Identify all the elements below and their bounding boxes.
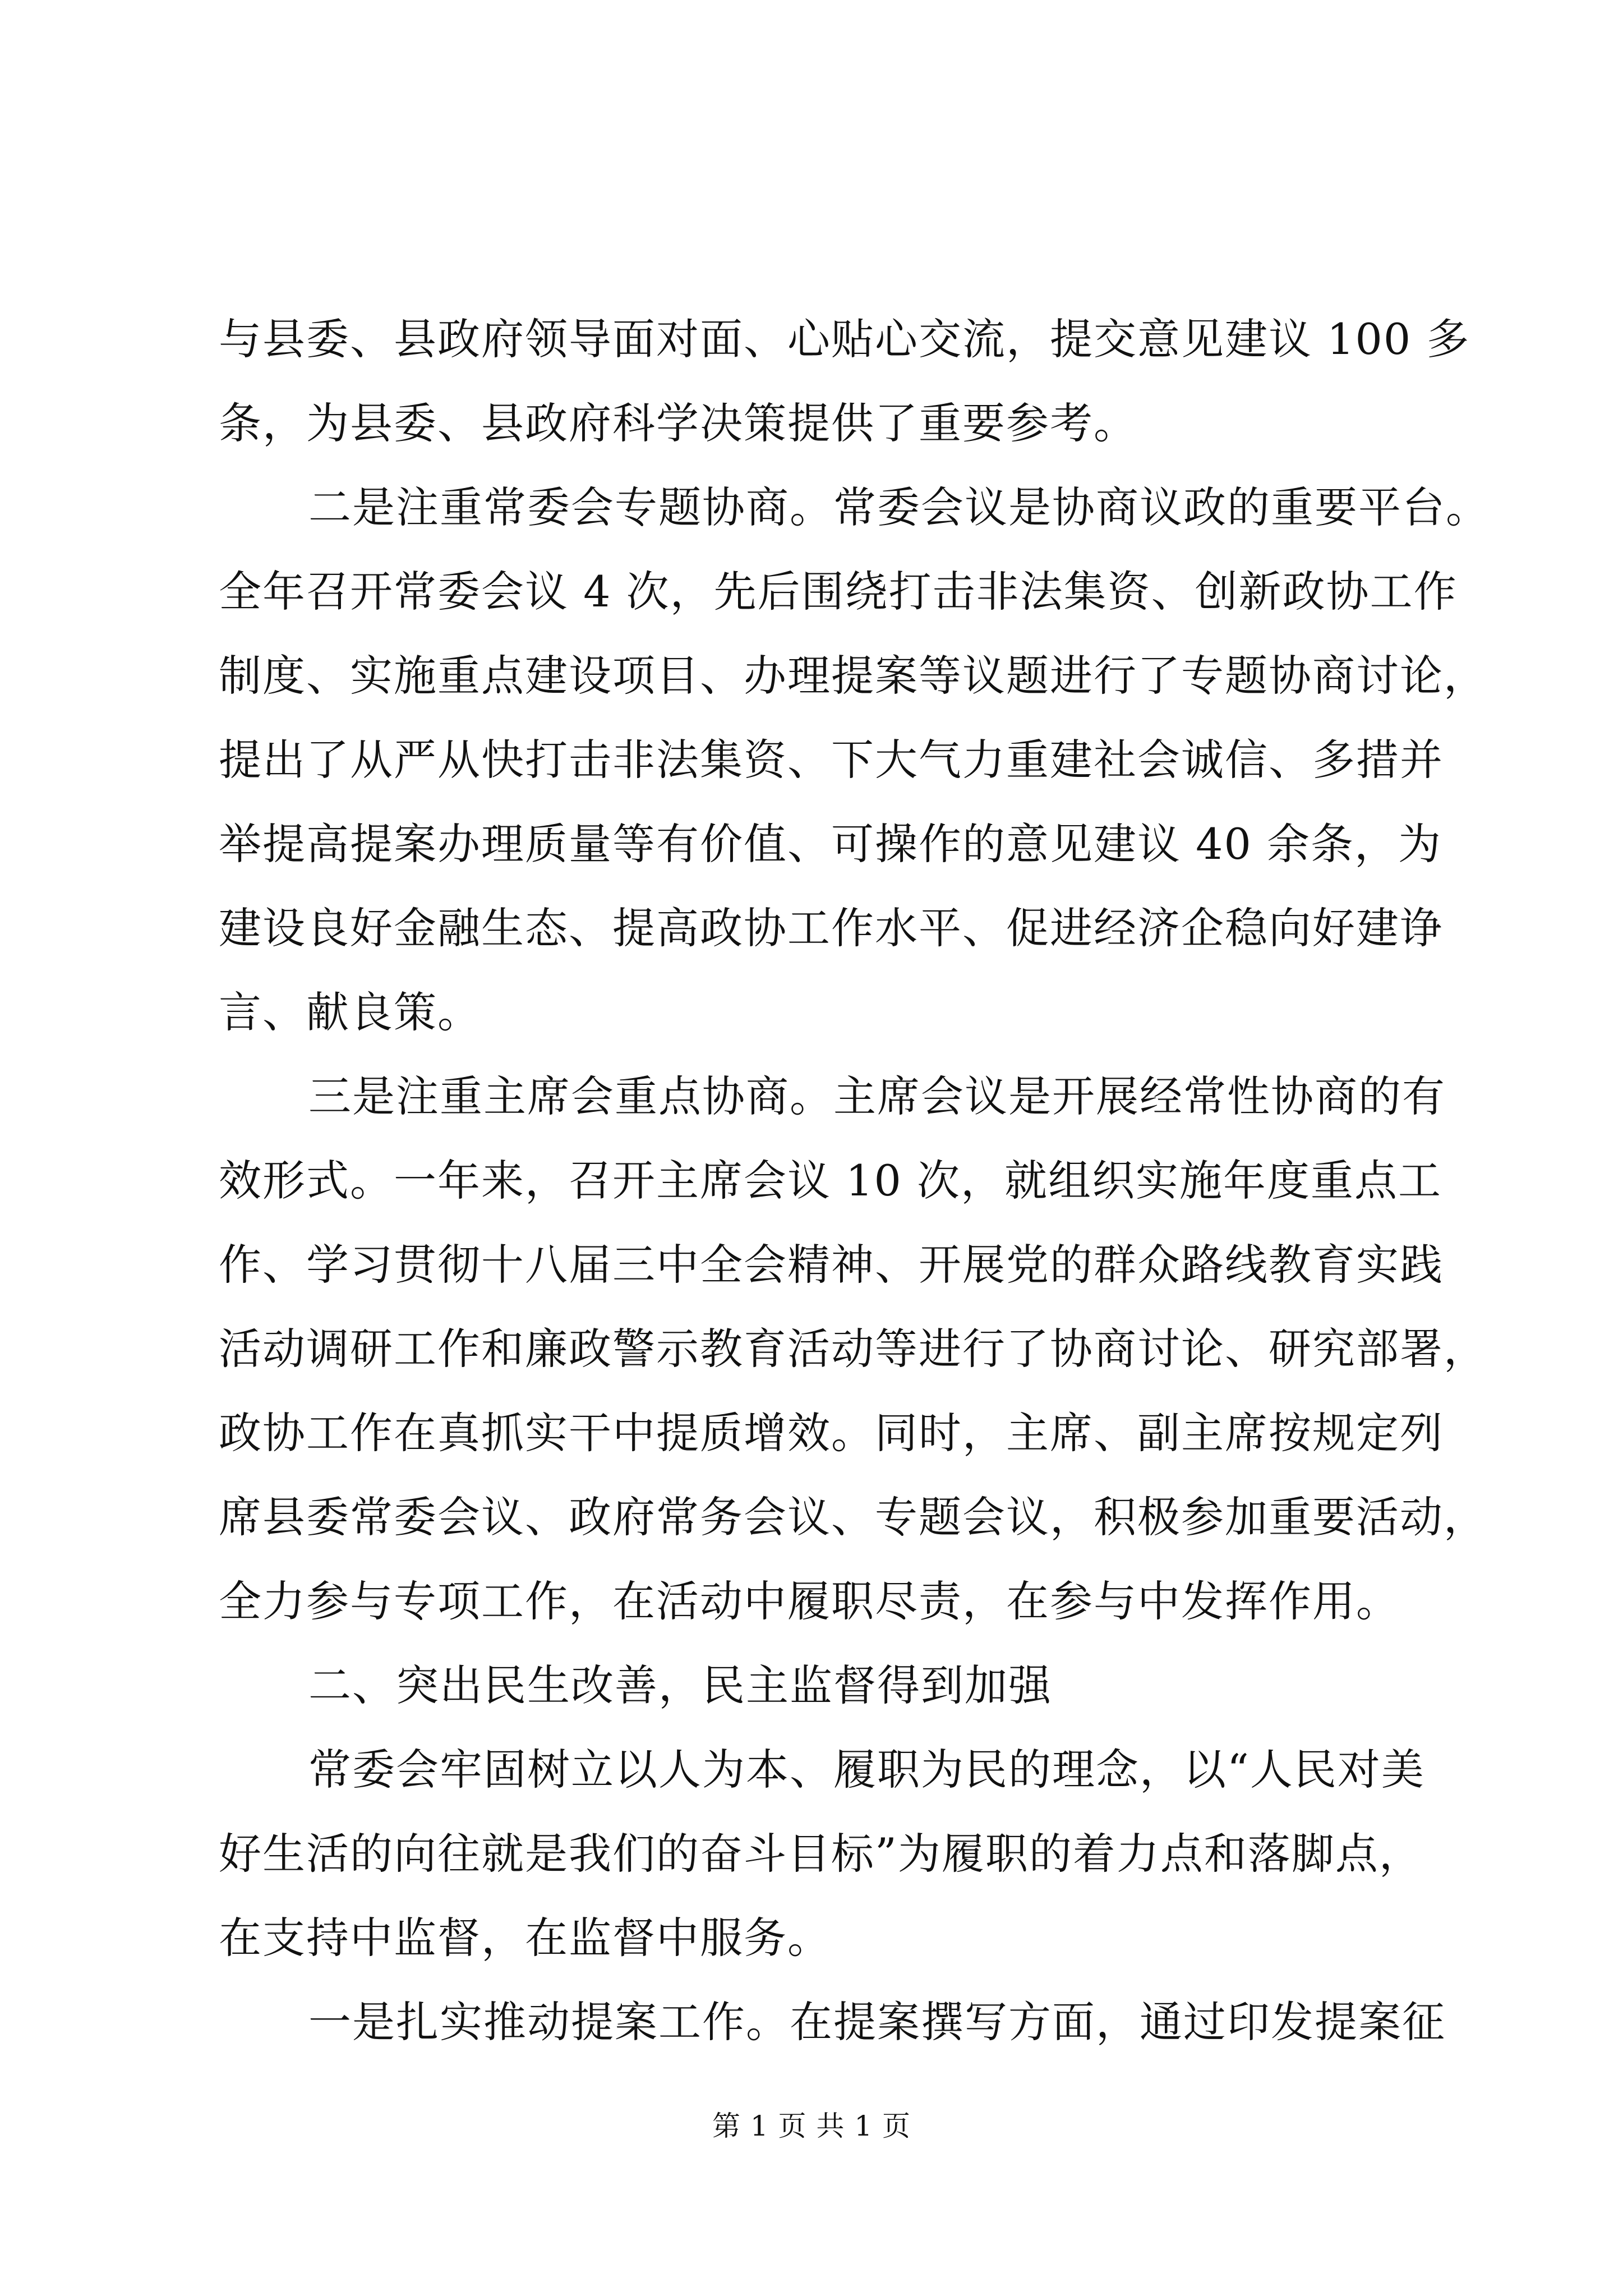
body-line-12: 作、学习贯彻十八届三中全会精神、开展党的群众路线教育实践 — [219, 1240, 1444, 1290]
paragraph-start-line: 三是注重主席会重点协商。主席会议是开展经常性协商的有 — [308, 1071, 1446, 1121]
body-line-7: 举提高提案办理质量等有价值、可操作的意见建议 40 余条，为 — [219, 819, 1442, 869]
body-line-19: 好生活的向往就是我们的奋斗目标”为履职的着力点和落脚点， — [219, 1829, 1423, 1879]
body-line-20: 在支持中监督，在监督中服务。 — [219, 1913, 831, 1963]
section-heading: 二、突出民生改善，民主监督得到加强 — [308, 1660, 1052, 1710]
body-line-13: 活动调研工作和廉政警示教育活动等进行了协商讨论、研究部署， — [219, 1324, 1487, 1374]
paragraph-start-line: 常委会牢固树立以人为本、履职为民的理念，以“人民对美 — [308, 1745, 1425, 1795]
paragraph-start-line: 一是扎实推动提案工作。在提案撰写方面，通过印发提案征 — [308, 1997, 1446, 2047]
body-line-2: 条，为县委、县政府科学决策提供了重要参考。 — [219, 398, 1137, 448]
body-line-8: 建设良好金融生态、提高政协工作水平、促进经济企稳向好建诤 — [219, 903, 1444, 953]
body-line-14: 政协工作在真抓实干中提质增效。同时，主席、副主席按规定列 — [219, 1408, 1444, 1458]
page-footer — [0, 2106, 1623, 2146]
body-line-9: 言、献良策。 — [219, 987, 481, 1037]
page-number-label: 第 1 页 共 1 页 — [712, 2110, 911, 2142]
body-line-6: 提出了从严从快打击非法集资、下大气力重建社会诚信、多措并 — [219, 735, 1444, 785]
document-body — [219, 297, 1490, 2064]
body-line-4: 全年召开常委会议 4 次，先后围绕打击非法集资、创新政协工作 — [219, 567, 1458, 616]
body-line-16: 全力参与专项工作，在活动中履职尽责，在参与中发挥作用。 — [219, 1576, 1400, 1626]
body-line-5: 制度、实施重点建设项目、办理提案等议题进行了专题协商讨论， — [219, 651, 1487, 701]
body-line-11: 效形式。一年来，召开主席会议 10 次，就组织实施年度重点工 — [219, 1156, 1442, 1205]
body-line-1: 与县委、县政府领导面对面、心贴心交流，提交意见建议 100 多 — [219, 314, 1470, 364]
paragraph-start-line: 二是注重常委会专题协商。常委会议是协商议政的重要平台。 — [308, 482, 1490, 532]
body-line-15: 席县委常委会议、政府常务会议、专题会议，积极参加重要活动， — [219, 1492, 1487, 1542]
